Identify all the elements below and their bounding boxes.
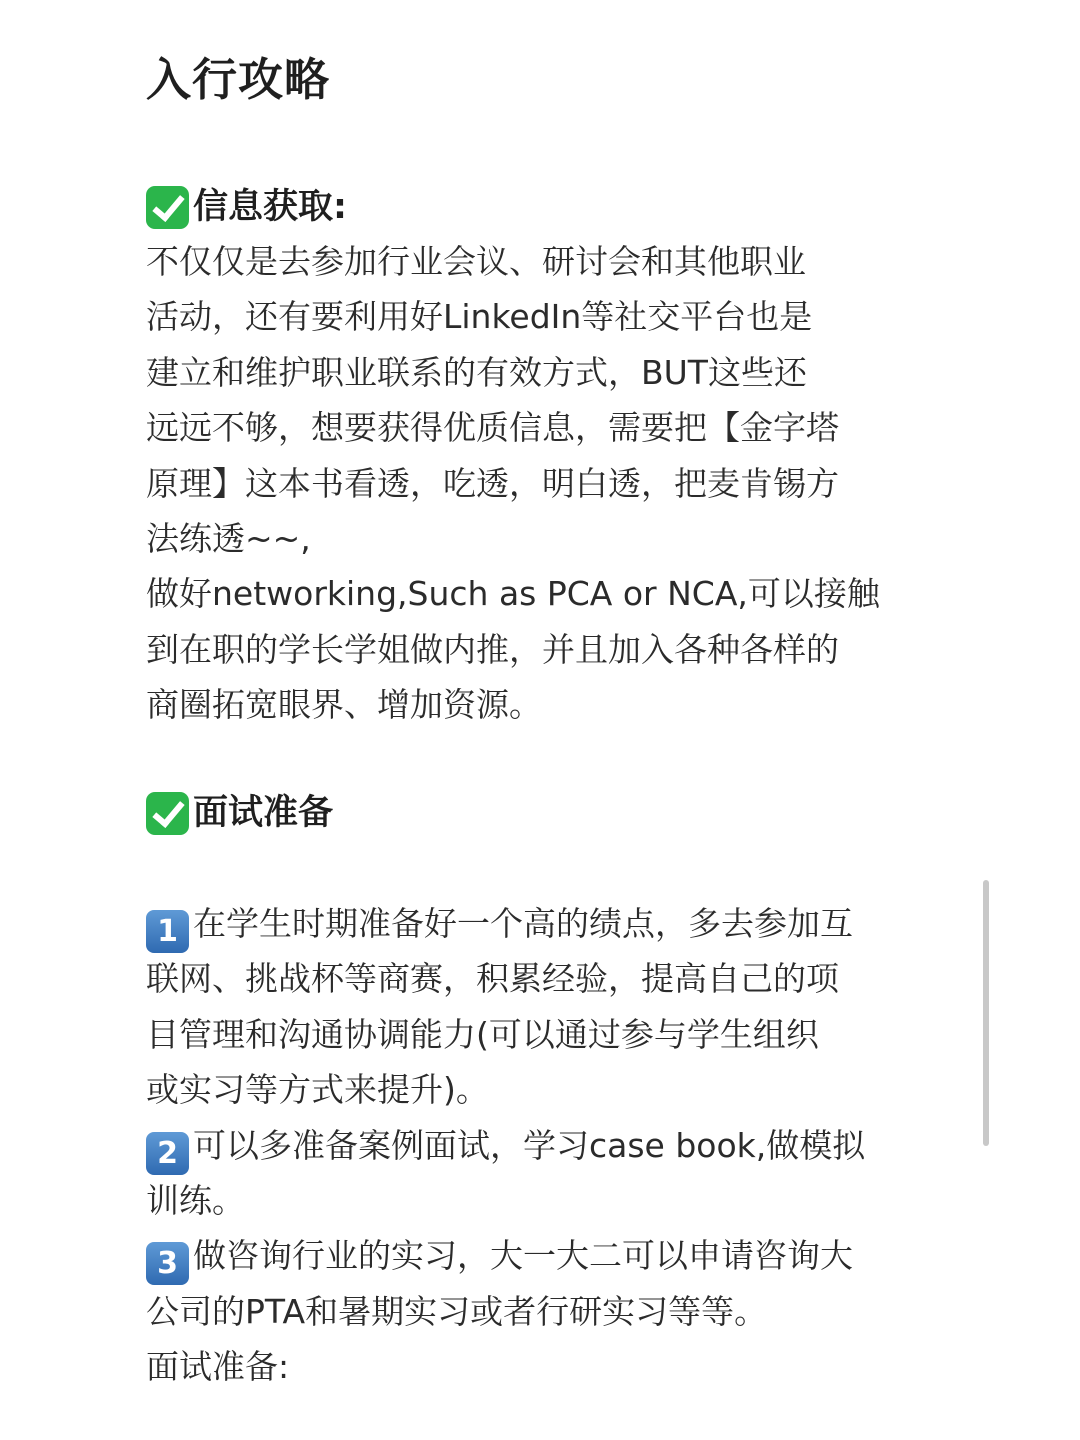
text-line: 训练。 [146,1180,245,1220]
check-mark-button-icon [146,792,189,835]
interview-list [146,896,946,1395]
list-item-1-line: 1 在学生时期准备好一个高的绩点，多去参加互 [146,896,946,951]
section-heading-interview [146,788,333,838]
text-line: 法练透~~, [146,518,311,558]
info-paragraph [146,234,946,733]
keycap-3-icon: 3 [146,1242,189,1285]
text-line: 建立和维护职业联系的有效方式，BUT这些还 [146,352,807,392]
text-line: 做好networking,Such as PCA or NCA,可以接触 [146,574,880,614]
list-item-3-line: 3 做咨询行业的实习，大一大二可以申请咨询大 [146,1228,946,1283]
text-line: 公司的PTA和暑期实习或者行研实习等等。 [146,1291,768,1331]
text-line: 目管理和沟通协调能力(可以通过参与学生组织 [146,1014,819,1054]
section-heading-interview-label: 面试准备 [193,793,334,833]
list-item-2-line: 2 可以多准备案例面试，学习case book,做模拟 [146,1118,946,1173]
section-heading-info-label: 信息获取: [193,187,347,227]
text-line: 或实习等方式来提升)。 [146,1070,489,1110]
text-line: 原理】这本书看透，吃透，明白透，把麦肯锡方 [146,463,839,503]
keycap-1-icon: 1 [146,910,189,953]
text-line: 联网、挑战杯等商赛，积累经验，提高自己的项 [146,959,839,999]
section-heading-info [146,182,347,232]
text-line: 活动，还有要利用好LinkedIn等社交平台也是 [146,297,813,337]
trailing-line: 面试准备: [146,1347,290,1387]
page-title: 入行攻略 [146,53,331,106]
text-line: 到在职的学长学姐做内推，并且加入各种各样的 [146,629,839,669]
text-line: 不仅仅是去参加行业会议、研讨会和其他职业 [146,242,806,281]
text-line: 远远不够，想要获得优质信息，需要把【金字塔 [146,408,839,448]
vertical-scrollbar[interactable] [983,880,989,1146]
text-line: 商圈拓宽眼界、增加资源。 [146,685,542,725]
check-mark-button-icon [146,186,189,229]
keycap-2-icon: 2 [146,1132,189,1175]
